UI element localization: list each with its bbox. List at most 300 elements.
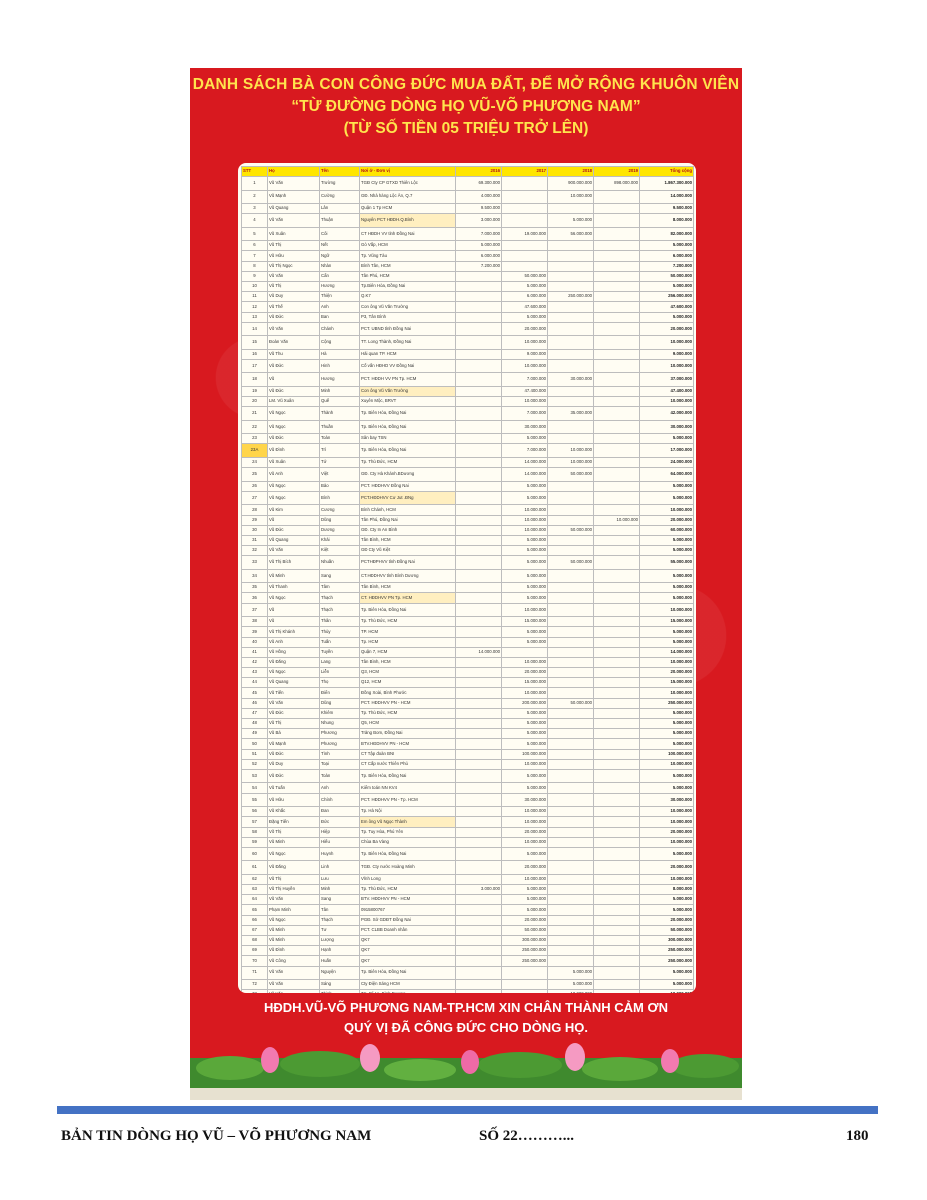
total-cell: 50.000.000 bbox=[640, 925, 694, 935]
given-name-cell: Lượng bbox=[320, 936, 360, 946]
given-name-cell: Điển bbox=[320, 688, 360, 698]
surname-cell: Vũ Minh bbox=[268, 837, 320, 847]
year-2017-cell: 5.000.000 bbox=[502, 535, 548, 545]
surname-cell: Vũ Hữu bbox=[268, 793, 320, 807]
table-row bbox=[242, 783, 694, 793]
table-row bbox=[242, 593, 694, 603]
surname-cell: Phạm Minh bbox=[268, 905, 320, 915]
year-2019-cell bbox=[594, 980, 640, 990]
table-row bbox=[242, 647, 694, 657]
table-row bbox=[242, 204, 694, 214]
total-cell: 5.000.000 bbox=[640, 312, 694, 322]
year-2017-cell: 10.000.000 bbox=[502, 759, 548, 769]
year-2017-cell: 10.000.000 bbox=[502, 688, 548, 698]
table-row bbox=[242, 678, 694, 688]
surname-cell: Vũ Thị Huyền bbox=[268, 885, 320, 895]
table-row bbox=[242, 837, 694, 847]
total-cell: 250.000.000 bbox=[640, 946, 694, 956]
table-row bbox=[242, 966, 694, 980]
stt-cell: 11 bbox=[242, 292, 268, 302]
year-2018-cell bbox=[548, 302, 594, 312]
year-2018-cell bbox=[548, 241, 594, 251]
year-2016-cell bbox=[456, 708, 502, 718]
year-2016-cell bbox=[456, 373, 502, 387]
year-2017-cell: 5.000.000 bbox=[502, 583, 548, 593]
given-name-cell: Khiêm bbox=[320, 708, 360, 718]
table-row bbox=[242, 936, 694, 946]
place-cell: Tp. Thủ Đức, HCM bbox=[360, 885, 456, 895]
year-2017-cell: 5.000.000 bbox=[502, 769, 548, 783]
stt-cell: 6 bbox=[242, 241, 268, 251]
stt-cell: 30 bbox=[242, 525, 268, 535]
year-2019-cell bbox=[594, 956, 640, 966]
table-row bbox=[242, 556, 694, 570]
table-row bbox=[242, 407, 694, 421]
place-cell: Nguyên PCT HĐDH.Q.Bình bbox=[360, 214, 456, 228]
year-2019-cell bbox=[594, 647, 640, 657]
given-name-cell: Liễn bbox=[320, 668, 360, 678]
surname-cell: Đoàn Văn bbox=[268, 336, 320, 350]
surname-cell: Võ Văn bbox=[268, 322, 320, 336]
year-2019-cell bbox=[594, 617, 640, 627]
column-header: 2016 bbox=[456, 167, 502, 177]
given-name-cell: Nguyện bbox=[320, 966, 360, 980]
year-2018-cell bbox=[548, 434, 594, 444]
stt-cell: 37 bbox=[242, 603, 268, 617]
total-cell: 5.000.000 bbox=[640, 895, 694, 905]
table-row bbox=[242, 627, 694, 637]
table-row bbox=[242, 759, 694, 769]
year-2016-cell bbox=[456, 915, 502, 925]
place-cell: GĐ. Cty Hà Khánh.BDương bbox=[360, 468, 456, 482]
column-header: Tổng cộng bbox=[640, 167, 694, 177]
column-header: Tên bbox=[320, 167, 360, 177]
year-2019-cell bbox=[594, 251, 640, 261]
table-row bbox=[242, 444, 694, 458]
given-name-cell: Cường bbox=[320, 190, 360, 204]
stt-cell: 9 bbox=[242, 271, 268, 281]
given-name-cell: Dương bbox=[320, 525, 360, 535]
total-cell: 5.000.000 bbox=[640, 966, 694, 980]
given-name-cell: Sáng bbox=[320, 980, 360, 990]
given-name-cell: Côi bbox=[320, 227, 360, 241]
year-2017-cell: 7.000.000 bbox=[502, 444, 548, 458]
year-2016-cell bbox=[456, 420, 502, 434]
place-cell: Tp. Biên Hòa, Đồng Nai bbox=[360, 769, 456, 783]
surname-cell: Đặng Tiến bbox=[268, 817, 320, 827]
surname-cell: Vũ Thị Khánh bbox=[268, 627, 320, 637]
place-cell: Đồng Xoài, Bình Phước bbox=[360, 688, 456, 698]
stt-cell: 26 bbox=[242, 481, 268, 491]
stt-cell: 67 bbox=[242, 925, 268, 935]
table-row bbox=[242, 386, 694, 396]
total-cell: 20.000.000 bbox=[640, 322, 694, 336]
year-2019-cell bbox=[594, 729, 640, 739]
table-row bbox=[242, 946, 694, 956]
place-cell: CT Cấp nước Thiên Phú bbox=[360, 759, 456, 769]
stt-cell: 40 bbox=[242, 637, 268, 647]
year-2018-cell: 50.000.000 bbox=[548, 698, 594, 708]
place-cell: P3, Tân Bình bbox=[360, 312, 456, 322]
year-2016-cell bbox=[456, 936, 502, 946]
year-2019-cell bbox=[594, 386, 640, 396]
surname-cell: Vũ Tuấn bbox=[268, 783, 320, 793]
year-2017-cell: 10.000.000 bbox=[502, 874, 548, 884]
surname-cell: Vũ Đức bbox=[268, 386, 320, 396]
surname-cell: Vũ Quang bbox=[268, 535, 320, 545]
place-cell: Vĩnh Long bbox=[360, 874, 456, 884]
stt-cell: 38 bbox=[242, 617, 268, 627]
year-2019-cell bbox=[594, 491, 640, 505]
year-2016-cell bbox=[456, 793, 502, 807]
given-name-cell: Phương bbox=[320, 739, 360, 749]
place-cell: PCT. CLBB Doanh nhân bbox=[360, 925, 456, 935]
surname-cell: Vũ Đức bbox=[268, 312, 320, 322]
total-cell: 10.000.000 bbox=[640, 837, 694, 847]
year-2019-cell bbox=[594, 678, 640, 688]
year-2016-cell bbox=[456, 525, 502, 535]
footer-publication-title: BẢN TIN DÒNG HỌ VŨ – VÕ PHƯƠNG NAM bbox=[61, 1128, 372, 1144]
year-2019-cell bbox=[594, 925, 640, 935]
year-2017-cell: 5.000.000 bbox=[502, 593, 548, 603]
stt-cell: 21 bbox=[242, 407, 268, 421]
total-cell: 5.000.000 bbox=[640, 627, 694, 637]
table-row bbox=[242, 251, 694, 261]
place-cell: PCTHĐPHVV tỉnh Đồng Nai bbox=[360, 556, 456, 570]
stt-cell: 43 bbox=[242, 668, 268, 678]
year-2017-cell bbox=[502, 204, 548, 214]
total-cell: 30.000.000 bbox=[640, 793, 694, 807]
year-2019-cell bbox=[594, 556, 640, 570]
table-row bbox=[242, 708, 694, 718]
year-2019-cell bbox=[594, 312, 640, 322]
total-cell: 250.000.000 bbox=[640, 956, 694, 966]
year-2016-cell bbox=[456, 627, 502, 637]
year-2018-cell bbox=[548, 420, 594, 434]
given-name-cell: Huấn bbox=[320, 956, 360, 966]
given-name-cell: Hạnh bbox=[320, 946, 360, 956]
total-cell: 250.000.000 bbox=[640, 698, 694, 708]
total-cell: 5.000.000 bbox=[640, 739, 694, 749]
surname-cell: Vũ Văn bbox=[268, 980, 320, 990]
year-2018-cell bbox=[548, 729, 594, 739]
year-2016-cell: 7.000.000 bbox=[456, 227, 502, 241]
year-2019-cell bbox=[594, 885, 640, 895]
total-cell: 8.000.000 bbox=[640, 885, 694, 895]
total-cell: 8.000.000 bbox=[640, 214, 694, 228]
table-row bbox=[242, 698, 694, 708]
total-cell: 55.000.000 bbox=[640, 556, 694, 570]
given-name-cell: Thuận bbox=[320, 214, 360, 228]
stt-cell: 36 bbox=[242, 593, 268, 603]
total-cell: 1.867.300.000 bbox=[640, 177, 694, 191]
table-row bbox=[242, 637, 694, 647]
surname-cell: Vũ Thị bbox=[268, 281, 320, 291]
stt-cell: 2 bbox=[242, 190, 268, 204]
year-2018-cell bbox=[548, 647, 594, 657]
total-cell: 9.000.000 bbox=[640, 349, 694, 359]
stt-cell: 12 bbox=[242, 302, 268, 312]
table-row bbox=[242, 729, 694, 739]
place-cell: Tp. Thủ Đức, HCM bbox=[360, 457, 456, 467]
surname-cell: Vũ Văn bbox=[268, 895, 320, 905]
given-name-cell: Thành bbox=[320, 407, 360, 421]
year-2017-cell bbox=[502, 261, 548, 271]
given-name-cell: Toàn bbox=[320, 434, 360, 444]
year-2016-cell bbox=[456, 556, 502, 570]
table-row bbox=[242, 861, 694, 875]
surname-cell: Vũ Mạnh bbox=[268, 739, 320, 749]
table-row bbox=[242, 769, 694, 783]
year-2016-cell: 3.000.000 bbox=[456, 214, 502, 228]
year-2018-cell bbox=[548, 657, 594, 667]
table-row bbox=[242, 719, 694, 729]
stt-cell: 59 bbox=[242, 837, 268, 847]
year-2018-cell bbox=[548, 281, 594, 291]
year-2016-cell bbox=[456, 312, 502, 322]
year-2019-cell bbox=[594, 783, 640, 793]
total-cell: 10.000.000 bbox=[640, 336, 694, 350]
table-row bbox=[242, 915, 694, 925]
place-cell: Tp. Vũng Tàu bbox=[360, 251, 456, 261]
surname-cell: Vũ Văn bbox=[268, 966, 320, 980]
lotus-decoration bbox=[190, 1038, 742, 1100]
year-2019-cell bbox=[594, 292, 640, 302]
stt-cell bbox=[242, 990, 268, 993]
given-name-cell: Quế bbox=[320, 397, 360, 407]
year-2018-cell bbox=[548, 759, 594, 769]
year-2018-cell bbox=[548, 885, 594, 895]
given-name-cell: Trì bbox=[320, 444, 360, 458]
given-name-cell: Tuyền bbox=[320, 647, 360, 657]
given-name-cell: Sang bbox=[320, 569, 360, 583]
given-name-cell: Thân bbox=[320, 617, 360, 627]
place-cell: Tp. Biên Hòa, Đồng Nai bbox=[360, 444, 456, 458]
stt-cell: 34 bbox=[242, 569, 268, 583]
surname-cell: Vũ Minh bbox=[268, 569, 320, 583]
year-2019-cell bbox=[594, 569, 640, 583]
year-2018-cell: 50.000.000 bbox=[548, 525, 594, 535]
surname-cell: Vũ Ngọc bbox=[268, 420, 320, 434]
year-2018-cell: 56.000.000 bbox=[548, 227, 594, 241]
year-2019-cell bbox=[594, 603, 640, 617]
year-2017-cell: 9.000.000 bbox=[502, 349, 548, 359]
column-header: STT bbox=[242, 167, 268, 177]
stt-cell: 70 bbox=[242, 956, 268, 966]
place-cell: Tân Bình, HCM bbox=[360, 535, 456, 545]
stt-cell: 23A bbox=[242, 444, 268, 458]
year-2017-cell: 19.000.000 bbox=[502, 227, 548, 241]
total-cell: 5.000.000 bbox=[640, 708, 694, 718]
year-2018-cell bbox=[548, 593, 594, 603]
table-row bbox=[242, 739, 694, 749]
total-cell: 10.000.000 bbox=[640, 603, 694, 617]
year-2018-cell: 5.000.000 bbox=[548, 214, 594, 228]
year-2016-cell bbox=[456, 515, 502, 525]
table-row bbox=[242, 214, 694, 228]
year-2018-cell bbox=[548, 617, 594, 627]
stt-cell: 33 bbox=[242, 556, 268, 570]
year-2019-cell bbox=[594, 281, 640, 291]
year-2019-cell bbox=[594, 241, 640, 251]
stt-cell: 57 bbox=[242, 817, 268, 827]
stt-cell: 46 bbox=[242, 698, 268, 708]
table-row bbox=[242, 546, 694, 556]
year-2019-cell bbox=[594, 593, 640, 603]
year-2018-cell bbox=[548, 583, 594, 593]
place-cell: Quận 7, HCM bbox=[360, 647, 456, 657]
year-2019-cell bbox=[594, 759, 640, 769]
year-2016-cell: 6.000.000 bbox=[456, 251, 502, 261]
table-row bbox=[242, 359, 694, 373]
year-2019-cell bbox=[594, 336, 640, 350]
year-2019-cell bbox=[594, 227, 640, 241]
year-2017-cell bbox=[502, 241, 548, 251]
table-row bbox=[242, 749, 694, 759]
total-cell: 5.000.000 bbox=[640, 783, 694, 793]
year-2018-cell: 50.000.000 bbox=[548, 556, 594, 570]
stt-cell: 27 bbox=[242, 491, 268, 505]
table-row bbox=[242, 434, 694, 444]
year-2016-cell bbox=[456, 783, 502, 793]
year-2018-cell bbox=[548, 688, 594, 698]
year-2018-cell bbox=[548, 336, 594, 350]
surname-cell: Vũ Mạnh bbox=[268, 190, 320, 204]
place-cell: Em ông Vũ Ngọc Thành bbox=[360, 817, 456, 827]
year-2016-cell bbox=[456, 593, 502, 603]
stt-cell: 10 bbox=[242, 281, 268, 291]
stt-cell: 8 bbox=[242, 261, 268, 271]
given-name-cell: Tuấn bbox=[320, 637, 360, 647]
surname-cell: Vũ Ngọc bbox=[268, 481, 320, 491]
table-row bbox=[242, 668, 694, 678]
table-row bbox=[242, 535, 694, 545]
stt-cell: 48 bbox=[242, 719, 268, 729]
total-cell: 5.000.000 bbox=[640, 729, 694, 739]
total-cell: 5.000.000 bbox=[640, 637, 694, 647]
total-cell: 30.000.000 bbox=[640, 420, 694, 434]
stt-cell: 55 bbox=[242, 793, 268, 807]
given-name-cell: Thùy bbox=[320, 627, 360, 637]
place-cell: PCT. UBND tỉnh Đồng Nai bbox=[360, 322, 456, 336]
year-2017-cell: 5.000.000 bbox=[502, 637, 548, 647]
surname-cell: Vũ Bá bbox=[268, 729, 320, 739]
year-2019-cell bbox=[594, 322, 640, 336]
year-2016-cell bbox=[456, 807, 502, 817]
year-2016-cell bbox=[456, 397, 502, 407]
table-row bbox=[242, 980, 694, 990]
year-2019-cell bbox=[594, 444, 640, 458]
year-2018-cell bbox=[548, 349, 594, 359]
year-2016-cell bbox=[456, 386, 502, 396]
donor-table-panel bbox=[238, 163, 696, 993]
year-2016-cell bbox=[456, 905, 502, 915]
year-2016-cell bbox=[456, 302, 502, 312]
footer-rule bbox=[57, 1106, 878, 1114]
table-row bbox=[242, 827, 694, 837]
year-2016-cell: 14.000.000 bbox=[456, 647, 502, 657]
stt-cell: 44 bbox=[242, 678, 268, 688]
surname-cell: Vũ Hồng bbox=[268, 647, 320, 657]
stt-cell: 7 bbox=[242, 251, 268, 261]
total-cell: 10.000.000 bbox=[640, 397, 694, 407]
year-2019-cell bbox=[594, 895, 640, 905]
year-2018-cell bbox=[548, 915, 594, 925]
surname-cell: Vũ Thu bbox=[268, 349, 320, 359]
year-2019-cell bbox=[594, 535, 640, 545]
given-name-cell: Hinh bbox=[320, 359, 360, 373]
year-2017-cell bbox=[502, 980, 548, 990]
year-2019-cell bbox=[594, 397, 640, 407]
given-name-cell: Thiện bbox=[320, 292, 360, 302]
year-2016-cell bbox=[456, 749, 502, 759]
given-name-cell: Linh bbox=[320, 861, 360, 875]
total-cell: 47.600.000 bbox=[640, 302, 694, 312]
given-name-cell: Thuần bbox=[320, 420, 360, 434]
total-cell: 24.000.000 bbox=[640, 457, 694, 467]
given-name-cell: Lưu bbox=[320, 874, 360, 884]
stt-cell: 61 bbox=[242, 861, 268, 875]
year-2018-cell bbox=[548, 312, 594, 322]
stt-cell: 65 bbox=[242, 905, 268, 915]
given-name-cell: Cộng bbox=[320, 336, 360, 350]
place-cell: PCT.HĐDHVV Cư Jut .ĐNg bbox=[360, 491, 456, 505]
year-2019-cell bbox=[594, 434, 640, 444]
year-2018-cell bbox=[548, 204, 594, 214]
total-cell: 20.000.000 bbox=[640, 827, 694, 837]
year-2017-cell bbox=[502, 190, 548, 204]
place-cell: Hải quan TP. HCM bbox=[360, 349, 456, 359]
year-2018-cell bbox=[548, 793, 594, 807]
total-cell: 10.000.000 bbox=[640, 759, 694, 769]
table-row bbox=[242, 261, 694, 271]
year-2018-cell bbox=[548, 397, 594, 407]
surname-cell: Vũ Minh bbox=[268, 925, 320, 935]
total-cell: 7.200.000 bbox=[640, 261, 694, 271]
year-2017-cell: 6.000.000 bbox=[502, 292, 548, 302]
place-cell: PCT. HĐDH VV PN Tp. HCM bbox=[360, 373, 456, 387]
table-row bbox=[242, 420, 694, 434]
year-2018-cell bbox=[548, 322, 594, 336]
stt-cell: 50 bbox=[242, 739, 268, 749]
stt-cell: 31 bbox=[242, 535, 268, 545]
year-2016-cell bbox=[456, 292, 502, 302]
year-2017-cell: 250.000.000 bbox=[502, 946, 548, 956]
year-2019-cell bbox=[594, 373, 640, 387]
table-row bbox=[242, 874, 694, 884]
year-2019-cell bbox=[594, 627, 640, 637]
place-cell: GĐ. Cty In An Bình bbox=[360, 525, 456, 535]
year-2017-cell: 5.000.000 bbox=[502, 719, 548, 729]
place-cell: Tp. Hà Nội bbox=[360, 807, 456, 817]
table-row bbox=[242, 525, 694, 535]
year-2019-cell bbox=[594, 847, 640, 861]
given-name-cell: Nhuần bbox=[320, 556, 360, 570]
year-2019-cell bbox=[594, 708, 640, 718]
year-2019-cell bbox=[594, 657, 640, 667]
place-cell: Tp. Thủ Đức, HCM bbox=[360, 617, 456, 627]
year-2017-cell: 5.000.000 bbox=[502, 895, 548, 905]
surname-cell: Vũ Anh bbox=[268, 637, 320, 647]
year-2018-cell bbox=[548, 637, 594, 647]
surname-cell: Vũ Văn bbox=[268, 698, 320, 708]
stt-cell: 41 bbox=[242, 647, 268, 657]
table-row bbox=[242, 569, 694, 583]
year-2019-cell bbox=[594, 637, 640, 647]
surname-cell: Vũ Đình bbox=[268, 946, 320, 956]
surname-cell: Vũ Thế bbox=[268, 302, 320, 312]
surname-cell: Vũ Xuân bbox=[268, 457, 320, 467]
